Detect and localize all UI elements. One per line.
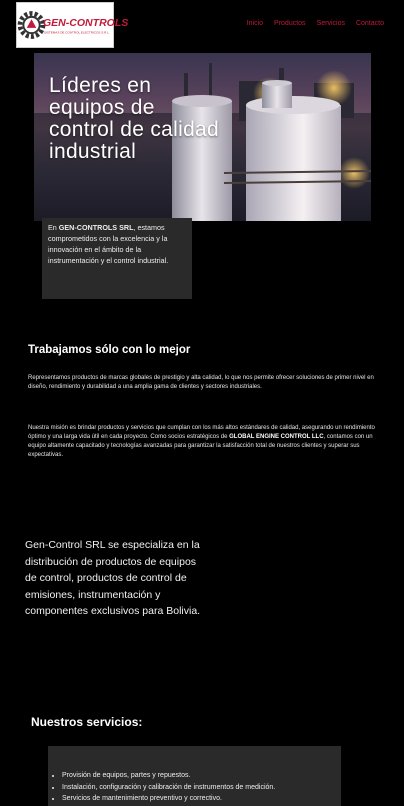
specialty-text: Gen-Control SRL se especializa en la distribución de productos de equipos de control, productos de control de emisiones, instrumentación y componentes exclusivos para Bolivia.: [25, 539, 201, 617]
hero-title: Líderes en equipos de control de calidad industrial: [49, 74, 220, 163]
nav-productos[interactable]: Productos: [274, 20, 306, 27]
intro-company: GEN-CONTROLS SRL: [58, 223, 134, 232]
list-item: • Servicios de mantenimiento preventivo y correctivo.: [62, 793, 342, 805]
main-nav: [247, 20, 384, 27]
nav-inicio[interactable]: Inicio: [246, 20, 264, 27]
intro-prefix: En: [48, 223, 59, 232]
mision-post: , contamos con un equipo altamente capacitado y tecnologías avanzadas para garantizar la satisfacción total de nuestros clientes y superar sus expectativas.: [28, 434, 373, 458]
best-heading: Trabajamos sólo con lo mejor: [28, 344, 191, 356]
list-item: • Instalación, configuración y calibración de instrumentos de medición.: [62, 782, 342, 794]
hero-banner: [34, 53, 371, 221]
logo-brand: GEN-CONTROLS: [43, 16, 129, 29]
mision-partner: GLOBAL ENGINE CONTROL LLC: [229, 434, 324, 440]
list-item: • Provisión de equipos, partes y repuestos.: [62, 770, 342, 782]
nav-servicios[interactable]: Servicios: [316, 20, 345, 27]
logo[interactable]: [16, 2, 129, 48]
logo-tagline: SISTEMAS DE CONTROL ELECTRICOS S.R.L.: [43, 30, 110, 35]
intro-rest: , estamos comprometidos con la excelencia y la innovación en el ámbito de la instrumentación y el control industrial.: [48, 223, 169, 265]
brands-paragraph: Representamos productos de marcas globales de prestigio y alta calidad, lo que nos permite ofrecer soluciones de primer nivel en diseño, rendimiento y durabilidad a una amplia gama de clientes y sectores industriales.: [28, 375, 374, 390]
mision-paragraph: [28, 424, 378, 460]
intro-text: [48, 222, 184, 266]
gear-logo-icon: [17, 3, 129, 47]
nav-contacto[interactable]: Contacto: [355, 20, 384, 27]
mision-pre: Nuestra misión es brindar productos y servicios que cumplan con los más altos estándares de calidad, asegurando un rendimiento óptimo y una larga vida útil en cada proyecto. Como socios estratégicos de: [28, 425, 375, 440]
services-list: [52, 770, 342, 805]
services-heading: Nuestros servicios:: [31, 715, 143, 729]
